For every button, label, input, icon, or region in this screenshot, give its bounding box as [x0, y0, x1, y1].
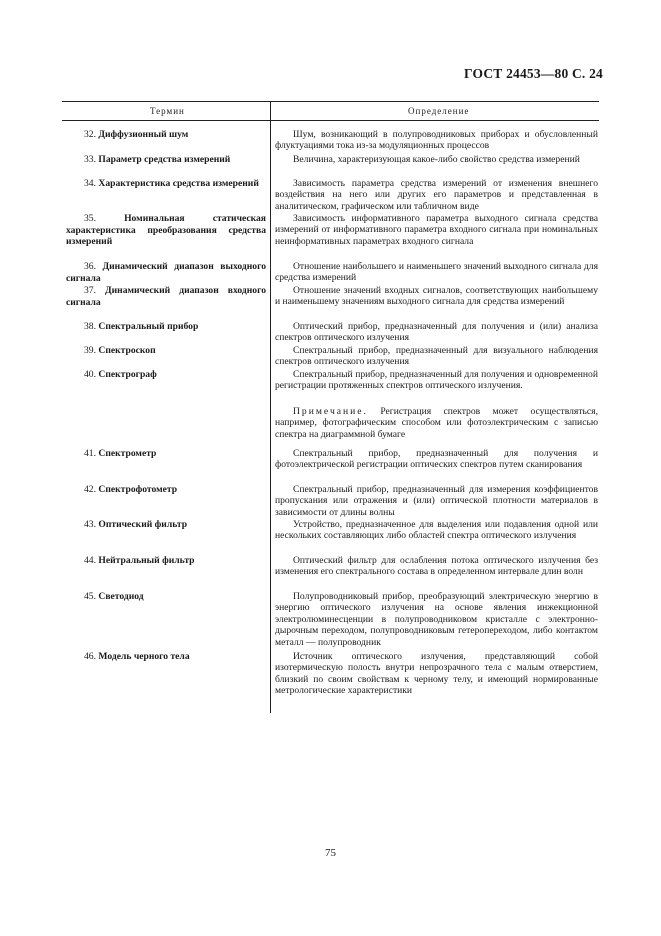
definition-entry-37: Отношение значений входных сигналов, соответствующих наибольшему и наименьшему значениям выходного сигнала для средства измерений [275, 285, 598, 308]
term-entry-44: 44. Нейтральный фильтр [84, 555, 195, 566]
definition-entry-42: Спектральный прибор, предназначенный для измерения коэффициентов пропускания или отражения и (или) оптической плотности материалов в зависимости от длины волны [275, 484, 598, 518]
term-entry-35: 35. Номинальная статическая характеристика преобразования средства измерений [66, 213, 266, 247]
definition-entry-40: Спектральный прибор, предназначенный для получения и одновременной регистрации протяженных спектров оптического излучения. [275, 369, 598, 392]
document-header: ГОСТ 24453—80 С. 24 [464, 66, 603, 81]
term-entry-36: 36. Динамический диапазон выходного сигнала [66, 261, 266, 284]
term-entry-40: 40. Спектрограф [84, 369, 157, 380]
column-header-definition: Определение [408, 106, 470, 116]
definition-entry-34: Зависимость параметра средства измерений от изменения внешнего воздействия на него или других его параметров и представленная в аналитическом, графическом или табличном виде [275, 178, 598, 212]
table-header-rule [62, 120, 599, 121]
term-entry-41: 41. Спектрометр [84, 448, 157, 459]
term-entry-46: 46. Модель черного тела [84, 651, 190, 662]
definition-entry-39: Спектральный прибор, предназначенный для визуального наблюдения спектров оптического излучения [275, 345, 598, 368]
definition-entry-46: Источник оптического излучения, представляющий собой изотермическую полость внутри непрозрачного тела с малым отверстием, близкий по своим свойствам к черному телу, и имеющий нормированные метрологические характеристики [275, 651, 598, 697]
definition-entry-38: Оптический прибор, предназначенный для получения и (или) анализа спектров оптического излучения [275, 321, 598, 344]
definition-entry-44: Оптический фильтр для ослабления потока оптического излучения без изменения его спектрального состава в определенном интервале длин волн [275, 555, 598, 578]
note-entry-40: Примечание. Регистрация спектров может осуществляться, например, фотографическим способом или фотоэлектрическим с записью спектра на диаграммной бумаге [275, 406, 598, 440]
term-entry-32: 32. Диффузионный шум [84, 129, 189, 140]
term-entry-33: 33. Параметр средства измерений [84, 154, 231, 165]
definition-entry-45: Полупроводниковый прибор, преобразующий электрическую энергию в энергию оптического излучения на основе явления инжекционной электролюминесценции в полупроводниковом кристалле с электронно-дырочным переходом, полупроводниковым гетеропереходом, либо контактом металл — полупроводник [275, 591, 598, 648]
term-entry-45: 45. Светодиод [84, 591, 144, 602]
definition-entry-33: Величина, характеризующая какое-либо свойство средства измерений [293, 154, 580, 165]
definition-entry-32: Шум, возникающий в полупроводниковых приборах и обусловленный флуктуациями тока из-за модуляционных процессов [275, 129, 598, 152]
definition-entry-41: Спектральный прибор, предназначенный для получения и фотоэлектрической регистрации оптических спектров путем сканирования [275, 448, 598, 471]
definition-entry-36: Отношение наибольшего и наименьшего значений выходного сигнала для средства измерений [275, 261, 598, 284]
term-entry-43: 43. Оптический фильтр [84, 519, 188, 530]
term-entry-42: 42. Спектрофотометр [84, 484, 178, 495]
column-header-term: Термин [150, 106, 185, 116]
term-entry-39: 39. Спектроскоп [84, 345, 156, 356]
definition-entry-43: Устройство, предназначенное для выделения или подавления одной или нескольких составляющих либо областей спектра оптического излучения [275, 519, 598, 542]
term-entry-34: 34. Характеристика средства измерений [84, 178, 259, 189]
page-number: 75 [325, 847, 336, 859]
table-top-rule [62, 101, 599, 102]
term-entry-38: 38. Спектральный прибор [84, 321, 199, 332]
term-entry-37: 37. Динамический диапазон входного сигнала [66, 285, 266, 308]
column-divider [270, 101, 271, 713]
definition-entry-35: Зависимость информативного параметра выходного сигнала средства измерений от информативного параметра входного сигнала при номинальных неинформативных параметрах входного сигнала [275, 213, 598, 247]
